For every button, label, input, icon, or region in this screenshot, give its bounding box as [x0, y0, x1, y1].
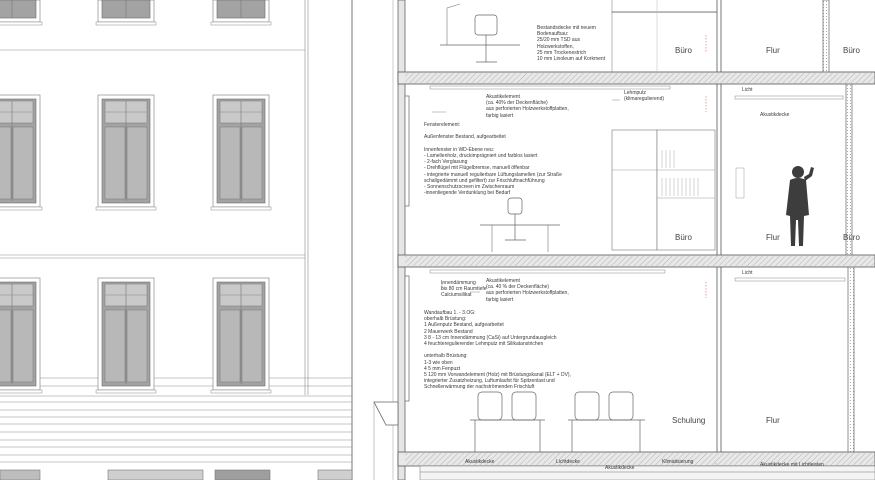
note-line: Holzwerkstoffen,: [537, 44, 605, 50]
room-label-schulung: Schulung: [672, 416, 705, 425]
facade-window: [211, 0, 271, 25]
note-line: schallgedämmt und gefiltert) zur Frischluftnachführung: [424, 178, 562, 184]
facade-window: [0, 95, 42, 210]
note-line: 1-3 wie oben: [424, 360, 571, 366]
note-line: Fensterelement:: [424, 122, 562, 128]
note-akustikdecke-mid: Akustikdecke: [760, 112, 789, 118]
note-licht-mid: Licht: [742, 87, 753, 93]
note-line: 10 mm Linoleum auf Korkment: [537, 56, 605, 62]
note-line: bis 80 cm Raumtiefe: [441, 286, 487, 292]
note-line: Innendämmung: [441, 280, 487, 286]
note-line: Bestandsdecke mit neuem: [537, 25, 605, 31]
note-line: farbig lasiert: [486, 113, 569, 119]
note-line: oberhalb Brüstung:: [424, 316, 571, 322]
note-wandaufbau: [424, 310, 571, 391]
person-silhouette-icon: [786, 166, 814, 246]
note-line: Akustikelement: [486, 278, 569, 284]
bottom-label-akustikdecke-2: Akustikdecke: [605, 465, 634, 471]
room-label-buero-top-1: Büro: [675, 46, 692, 55]
note-line: Lehmputz: [624, 90, 664, 96]
note-line: Calciumsilikat: [441, 292, 487, 298]
note-line: Innenfenster in WD-Ebene neu:: [424, 147, 562, 153]
room-label-flur-bot: Flur: [766, 416, 780, 425]
facade-window: [211, 95, 271, 210]
note-line: unterhalb Brüstung:: [424, 353, 571, 359]
note-innendaemmung: [441, 280, 487, 299]
note-line: - integrierte manuell regulierbare Lüftungslamellen (zur Straße: [424, 172, 562, 178]
room-label-buero-mid-2: Büro: [843, 233, 860, 242]
note-bestandsdecke: [537, 25, 605, 62]
note-line: -innenliegende Verdunklung bei Bedarf: [424, 190, 562, 196]
note-line: 4 feuchteregulierender Lehmputz mit Silikatanstrichen: [424, 341, 571, 347]
note-line: Akustikelement: [486, 94, 569, 100]
note-line: 25 mm Trockenestrich: [537, 50, 605, 56]
room-label-flur-top: Flur: [766, 46, 780, 55]
note-line: Schnellerwärmung der nachströmenden Frischluft: [424, 384, 571, 390]
bottom-label-lichtdecke: Lichtdecke: [556, 459, 580, 465]
facade-window: [96, 0, 156, 25]
note-line: 5 120 mm Vorwandelement (Holz) mit Brüstungskanal (ELT + DV),: [424, 372, 571, 378]
note-line: - Sonnenschutzscreen im Zwischenraum: [424, 184, 562, 190]
note-line: - Drehflügel mit Flügelbremse, manuell öffenbar: [424, 165, 562, 171]
note-line: Außenfenster Bestand, aufgearbeitet: [424, 134, 562, 140]
note-line: aus perforierten Holzwerkstoffplatten,: [486, 290, 569, 296]
note-line: 1 Außenputz Bestand, aufgearbeitet: [424, 322, 571, 328]
facade-window: [96, 95, 156, 210]
note-line: - 2-fach Verglasung: [424, 159, 562, 165]
bottom-label-akustikdecke-lichtleisten: Akustikdecke mit Lichtleisten: [760, 462, 824, 468]
note-akustikelement-bot: [486, 278, 569, 303]
note-line: Bodenaufbau:: [537, 31, 605, 37]
facade-window: [0, 278, 42, 393]
note-line: 3 8 - 13 cm Innendämmung (CaSi) auf Untergrundausgleich: [424, 335, 571, 341]
note-line: farbig lasiert: [486, 297, 569, 303]
note-licht-bot: Licht: [742, 270, 753, 276]
facade-window: [0, 0, 42, 25]
facade-elevation: [0, 0, 352, 480]
note-fensterelement: [424, 122, 562, 196]
bottom-label-akustikdecke-1: Akustikdecke: [465, 459, 494, 465]
room-label-buero-top-2: Büro: [843, 46, 860, 55]
note-line: aus perforierten Holzwerkstoffplatten,: [486, 106, 569, 112]
room-label-buero-mid-1: Büro: [675, 233, 692, 242]
room-label-flur-mid: Flur: [766, 233, 780, 242]
note-line: Wandaufbau 1. - 3.OG:: [424, 310, 571, 316]
facade-window: [96, 278, 156, 393]
note-line: (ca. 40% der Deckenfläche): [486, 100, 569, 106]
note-line: integrierter Zusatzheizung, Luftumlaufst für Spitzenlast und: [424, 378, 571, 384]
note-line: 4 5 mm Fenpuzt: [424, 366, 571, 372]
note-line: 25/20 mm TSD aus: [537, 37, 605, 43]
facade-window: [211, 278, 271, 393]
note-akustikelement-mid: [486, 94, 569, 119]
note-line: (klimaregulierend): [624, 96, 664, 102]
note-line: - Lamellenholz, druckimprägniert und farblos lasiert: [424, 153, 562, 159]
note-lehmputz: [624, 90, 664, 102]
note-line: (ca. 40 % der Deckenfläche): [486, 284, 569, 290]
note-line: 2 Mauerwerk Bestand: [424, 329, 571, 335]
bottom-label-klimatisierung: Klimatisierung: [662, 459, 693, 465]
